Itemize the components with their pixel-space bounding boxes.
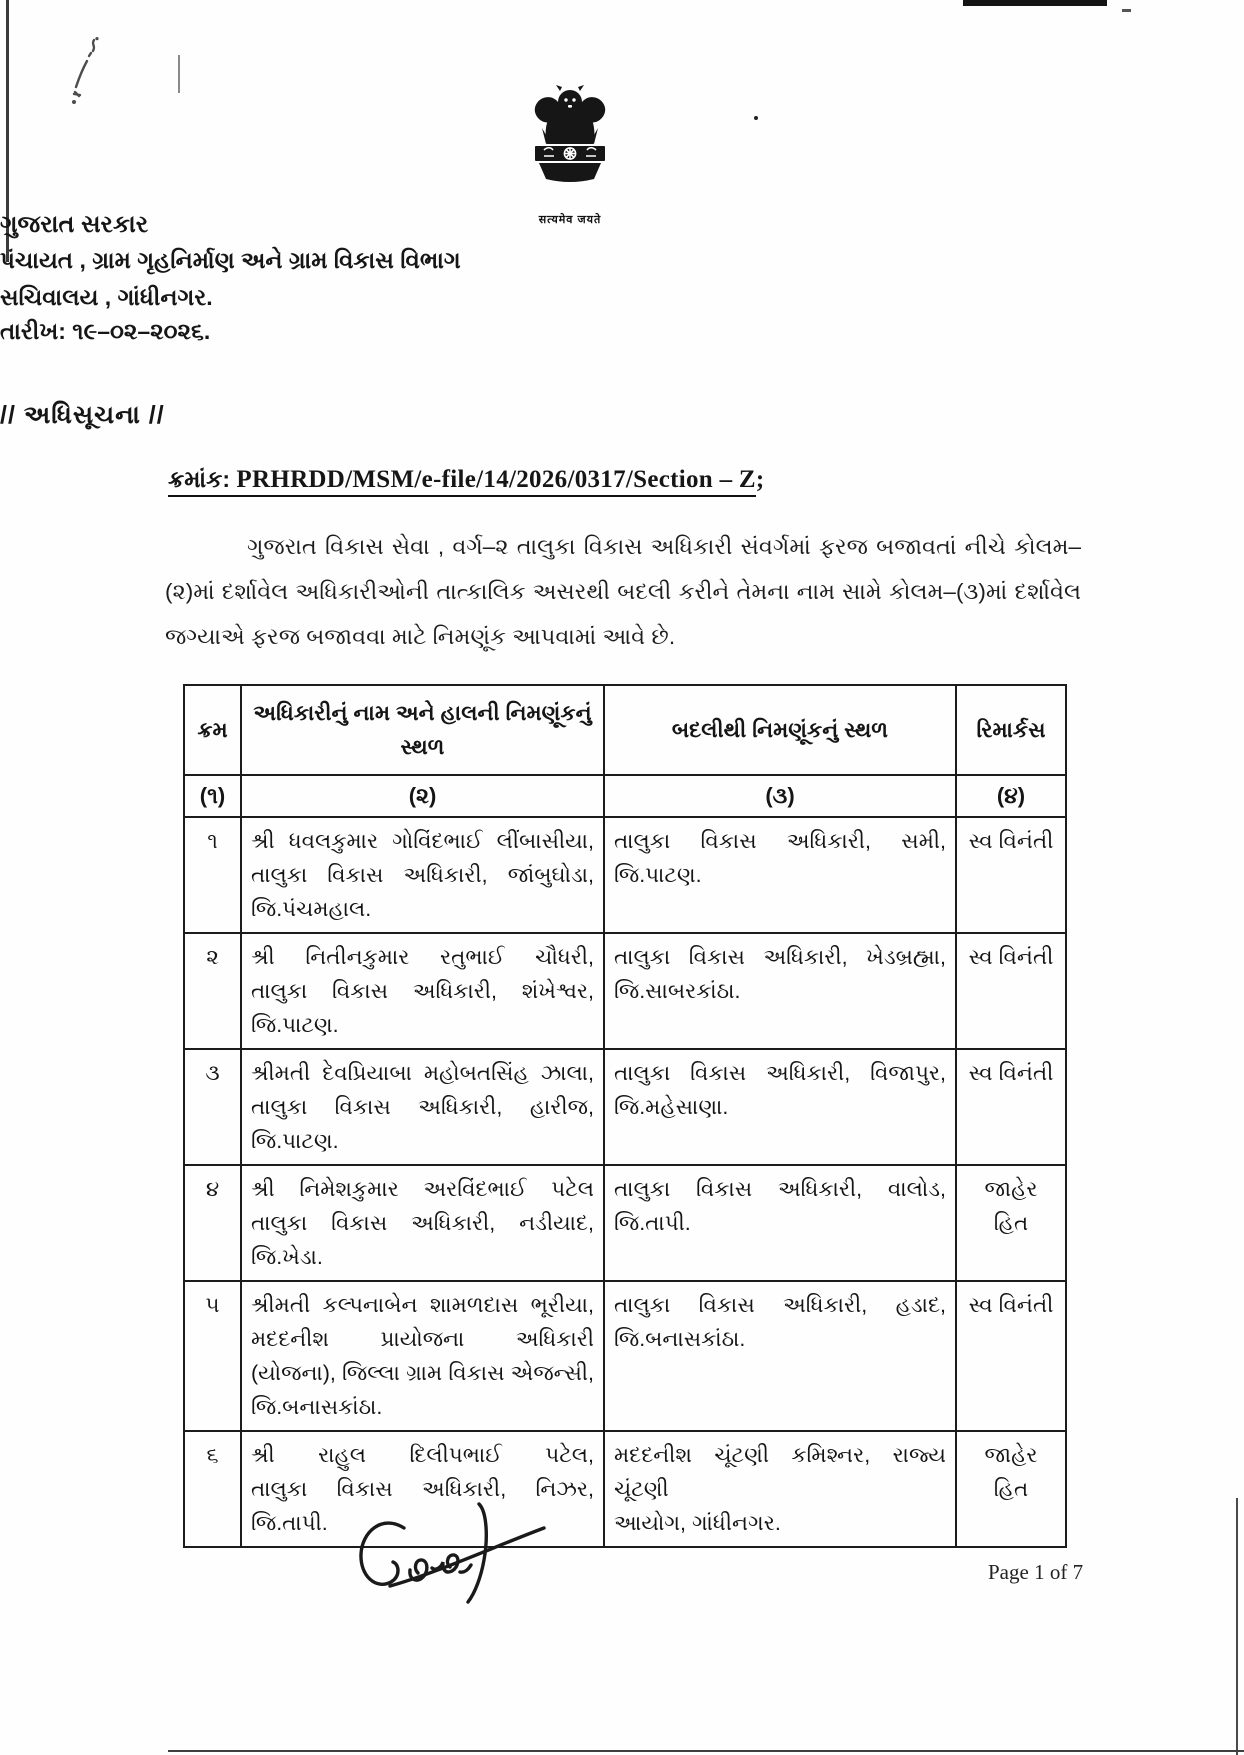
- paragraph-line: જગ્યાએ ફરજ બજાવવા માટે નિમણૂંક આપવામાં આવે છે.: [165, 624, 676, 649]
- table-row: [184, 1281, 1066, 1431]
- table-row: [184, 1431, 1066, 1547]
- cell-line: જિ.તાપી.: [251, 1511, 328, 1535]
- subheader-3: (૩): [604, 775, 956, 817]
- row-serial: ૫: [184, 1281, 241, 1431]
- transfer-table-body: [184, 817, 1066, 1547]
- scan-edge-line-right: [1236, 1498, 1238, 1755]
- transfer-table: [183, 684, 1067, 1548]
- cell-line: તાલુકા વિકાસ અધિકારી, નડીયાદ,: [251, 1211, 594, 1235]
- reference-label: ક્રમાંક:: [168, 466, 231, 492]
- scan-tick-mark: [1122, 9, 1131, 12]
- cell-line: જિ.બનાસકાંઠા.: [251, 1395, 383, 1419]
- scan-edge-line-bottom: [168, 1750, 1244, 1752]
- row-serial: ૩: [184, 1049, 241, 1165]
- reference-number-line: [168, 466, 764, 494]
- cell-line: શ્રી રાહુલ દિલીપભાઈ પટેલ,: [251, 1443, 594, 1467]
- cell-line: આયોગ, ગાંધીનગર.: [614, 1511, 781, 1535]
- cell-line: શ્રી નિતીનકુમાર રતુભાઈ ચૌધરી,: [251, 945, 594, 969]
- cell-line: મદદનીશ પ્રાયોજના અધિકારી: [251, 1327, 594, 1351]
- paragraph-line: ગુજરાત વિકાસ સેવા , વર્ગ–૨ તાલુકા વિકાસ અધિકારી સંવર્ગમાં ફરજ બજાવતાં નીચે કોલમ–: [247, 534, 1081, 559]
- cell-line: તાલુકા વિકાસ અધિકારી, નિઝર,: [251, 1477, 594, 1501]
- remark-cell: સ્વ વિનંતી: [956, 817, 1066, 933]
- remark-cell: જાહેર હિત: [956, 1165, 1066, 1281]
- remark-cell: સ્વ વિનંતી: [956, 933, 1066, 1049]
- table-row: [184, 1165, 1066, 1281]
- cell-line: તાલુકા વિકાસ અધિકારી, વાલોડ,: [614, 1177, 946, 1201]
- emblem-block: [522, 84, 618, 227]
- page-number: Page 1 of 7: [988, 1560, 1084, 1584]
- cell-line: તાલુકા વિકાસ અધિકારી, શંખેશ્વર,: [251, 979, 594, 1003]
- header-new-posting: બદલીથી નિમણૂંકનું સ્થળ: [604, 685, 956, 775]
- cell-line: શ્રીમતી દેવપ્રિયાબા મહોબતસિંહ ઝાલા,: [251, 1061, 594, 1085]
- new-posting-cell: [604, 1431, 956, 1547]
- body-paragraph: [165, 524, 1081, 659]
- row-serial: ૨: [184, 933, 241, 1049]
- cell-line: જિ.બનાસકાંઠા.: [614, 1327, 746, 1351]
- officer-current-cell: [241, 1281, 604, 1431]
- row-serial: ૧: [184, 817, 241, 933]
- cell-line: શ્રી નિમેશકુમાર અરવિંદભાઈ પટેલ: [251, 1177, 594, 1201]
- cell-line: તાલુકા વિકાસ અધિકારી, વિજાપુર,: [614, 1061, 946, 1085]
- remark-cell: જાહેર હિત: [956, 1431, 1066, 1547]
- cell-line: જિ.પંચમહાલ.: [251, 897, 372, 921]
- cell-line: તાલુકા વિકાસ અધિકારી, હડાદ,: [614, 1293, 946, 1317]
- scan-bar-top-right: [963, 0, 1107, 6]
- officer-current-cell: [241, 1165, 604, 1281]
- cell-line: જિ.તાપી.: [614, 1211, 691, 1235]
- cell-line: તાલુકા વિકાસ અધિકારી, જાંબુઘોડા,: [251, 863, 594, 887]
- subheader-4: (૪): [956, 775, 1066, 817]
- cell-line: તાલુકા વિકાસ અધિકારી, ખેડબ્રહ્મા,: [614, 945, 946, 969]
- pencil-scribble: [64, 36, 114, 113]
- remark-cell: સ્વ વિનંતી: [956, 1281, 1066, 1431]
- paragraph-line: (૨)માં દર્શાવેલ અધિકારીઓની તાત્કાલિક અસરથી બદલી કરીને તેમના નામ સામે કોલમ–(૩)માં દર્શાવેલ: [165, 579, 1081, 604]
- government-title: ગુજરાત સરકાર: [0, 211, 149, 238]
- row-serial: ૪: [184, 1165, 241, 1281]
- reference-number: PRHRDD/MSM/e-file/14/2026/0317/Section – Z: [236, 466, 756, 493]
- cell-line: જિ.પાટણ.: [251, 1013, 339, 1037]
- new-posting-cell: [604, 817, 956, 933]
- cell-line: જિ.મહેસાણા.: [614, 1095, 729, 1119]
- table-header-row: [184, 685, 1066, 775]
- cell-line: જિ.પાટણ.: [614, 863, 702, 887]
- cell-line: તાલુકા વિકાસ અધિકારી, હારીજ,: [251, 1095, 594, 1119]
- officer-current-cell: [241, 1049, 604, 1165]
- table-row: [184, 1049, 1066, 1165]
- remark-cell: સ્વ વિનંતી: [956, 1049, 1066, 1165]
- emblem-motto: सत्यमेव जयते: [538, 214, 602, 226]
- officer-current-cell: [241, 817, 604, 933]
- cell-line: જિ.સાબરકાંઠા.: [614, 979, 741, 1003]
- new-posting-cell: [604, 933, 956, 1049]
- secretariat-line: સચિવાલય , ગાંધીનગર.: [0, 284, 213, 310]
- new-posting-cell: [604, 1281, 956, 1431]
- cell-line: શ્રીમતી કલ્પનાબેન શામળદાસ ભૂરીયા,: [251, 1293, 594, 1317]
- table-row: [184, 933, 1066, 1049]
- cell-line: તાલુકા વિકાસ અધિકારી, સમી,: [614, 829, 946, 853]
- subheader-2: (૨): [241, 775, 604, 817]
- ashoka-emblem-icon: [522, 84, 618, 206]
- department-title: પંચાયત , ગ્રામ ગૃહનિર્માણ અને ગ્રામ વિકાસ વિભાગ: [0, 247, 461, 273]
- new-posting-cell: [604, 1165, 956, 1281]
- cell-line: (યોજના), જિલ્લા ગ્રામ વિકાસ એજન્સી,: [251, 1361, 594, 1385]
- date-line: તારીખ: ૧૯–૦૨–૨૦૨૬.: [0, 318, 211, 344]
- cell-line: મદદનીશ ચૂંટણી કમિશ્નર, રાજ્ય ચૂંટણી: [614, 1443, 946, 1501]
- cell-line: જિ.ખેડા.: [251, 1245, 323, 1269]
- cell-line: જિ.પાટણ.: [251, 1129, 339, 1153]
- header-serial: ક્રમ: [184, 685, 241, 775]
- table-row: [184, 817, 1066, 933]
- notification-heading: // અધિસૂચના //: [0, 401, 165, 429]
- scan-speck: [754, 116, 758, 120]
- table-subheader-row: [184, 775, 1066, 817]
- header-officer: અધિકારીનું નામ અને હાલની નિમણૂંકનું સ્થળ: [241, 685, 604, 775]
- new-posting-cell: [604, 1049, 956, 1165]
- officer-current-cell: [241, 933, 604, 1049]
- signature-mark: [348, 1488, 558, 1613]
- header-remarks: રિમાર્કસ: [956, 685, 1066, 775]
- reference-suffix: ;: [755, 466, 765, 493]
- row-serial: ૬: [184, 1431, 241, 1547]
- scan-stray-stroke: [178, 55, 180, 93]
- subheader-1: (૧): [184, 775, 241, 817]
- cell-line: શ્રી ધવલકુમાર ગોવિંદભાઈ લીંબાસીયા,: [251, 829, 594, 853]
